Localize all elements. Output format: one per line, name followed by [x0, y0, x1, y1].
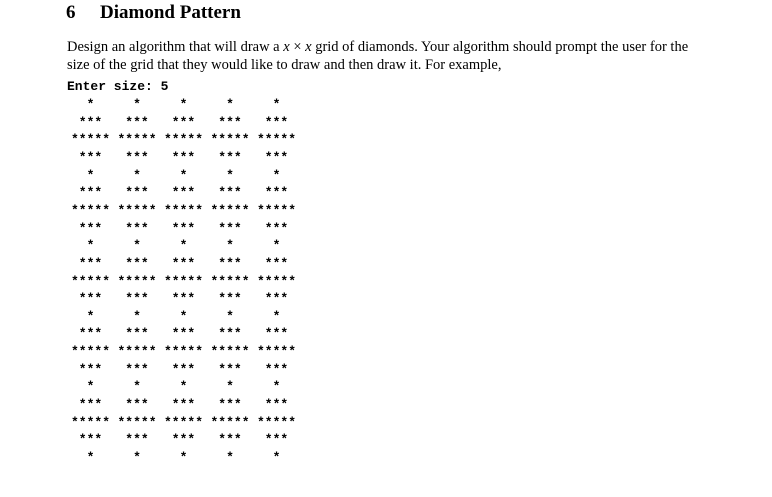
diamond-segment: *: [226, 379, 234, 395]
diamond-segment: ***: [218, 255, 242, 271]
diamond-segment: *: [226, 238, 234, 254]
problem-description: [67, 38, 707, 74]
diamond-segment: ***: [264, 185, 289, 201]
diamond-segment: ***: [171, 185, 196, 201]
diamond-segment: ***: [218, 220, 242, 236]
diamond-segment: ***: [171, 149, 196, 165]
pattern-row: [67, 326, 307, 342]
diamond-segment: ***: [78, 361, 103, 377]
diamond-segment: *: [86, 450, 95, 465]
diamond-segment: *****: [70, 132, 110, 148]
diamond-segment: ***: [264, 432, 289, 448]
diamond-segment: ***: [218, 432, 242, 448]
diamond-segment: *****: [210, 344, 250, 360]
diamond-segment: ***: [78, 291, 103, 307]
diamond-segment: ***: [78, 326, 103, 342]
diamond-segment: *: [133, 167, 141, 183]
pattern-row: [67, 97, 307, 113]
diamond-segment: *: [133, 97, 141, 112]
diamond-segment: *****: [163, 132, 203, 148]
diamond-segment: ***: [125, 432, 149, 448]
diamond-segment: *****: [117, 273, 157, 289]
diamond-segment: *: [226, 167, 234, 183]
pattern-row: [67, 309, 307, 325]
diamond-segment: *: [179, 167, 188, 183]
pattern-row: [67, 432, 307, 448]
diamond-segment: *: [86, 238, 95, 254]
diamond-segment: ***: [125, 255, 149, 271]
example-prompt: Enter size: 5: [67, 79, 169, 94]
diamond-segment: *: [226, 97, 234, 112]
diamond-segment: ***: [218, 291, 242, 307]
diamond-segment: ***: [264, 220, 289, 236]
diamond-segment: *****: [210, 273, 250, 289]
diamond-segment: ***: [218, 397, 242, 413]
diamond-segment: ***: [171, 397, 196, 413]
diamond-segment: ***: [171, 255, 196, 271]
diamond-segment: ***: [78, 397, 103, 413]
diamond-segment: ***: [218, 149, 242, 165]
diamond-segment: *: [133, 379, 141, 395]
diamond-segment: *: [272, 97, 281, 112]
diamond-segment: *: [272, 238, 281, 254]
diamond-segment: *: [272, 379, 281, 395]
diamond-segment: *****: [256, 273, 296, 289]
pattern-row: [67, 450, 307, 466]
diamond-pattern-output: [67, 97, 307, 477]
diamond-segment: ***: [264, 397, 289, 413]
diamond-segment: ***: [218, 114, 242, 130]
pattern-row: [67, 291, 307, 307]
math-variable-x: x: [305, 39, 312, 55]
pattern-row: [67, 238, 307, 254]
description-part-1: Design an algorithm that will draw a: [67, 39, 284, 55]
diamond-segment: *: [179, 97, 188, 112]
diamond-segment: *: [86, 97, 95, 112]
math-variable-x: x: [283, 39, 290, 55]
diamond-segment: ***: [78, 185, 103, 201]
diamond-segment: ***: [218, 361, 242, 377]
diamond-segment: ***: [264, 114, 289, 130]
diamond-segment: *****: [256, 202, 296, 218]
pattern-row: [67, 221, 307, 237]
diamond-segment: *: [179, 450, 188, 465]
diamond-segment: *: [272, 167, 281, 183]
section-heading: [66, 2, 241, 24]
pattern-row: [67, 150, 307, 166]
pattern-row: [67, 256, 307, 272]
pattern-row: [67, 379, 307, 395]
diamond-segment: ***: [125, 361, 149, 377]
diamond-segment: *: [86, 308, 95, 324]
diamond-segment: *****: [210, 132, 250, 148]
diamond-segment: *****: [256, 132, 296, 148]
diamond-segment: *: [179, 308, 188, 324]
pattern-row: [67, 397, 307, 413]
diamond-segment: ***: [264, 361, 289, 377]
diamond-segment: ***: [171, 432, 196, 448]
times-symbol: ×: [289, 39, 306, 55]
diamond-segment: ***: [125, 114, 149, 130]
section-title: Diamond Pattern: [100, 2, 241, 23]
pattern-row: [67, 344, 307, 360]
diamond-segment: ***: [171, 220, 196, 236]
diamond-segment: *: [86, 167, 95, 183]
diamond-segment: *****: [70, 273, 110, 289]
diamond-segment: ***: [264, 255, 289, 271]
diamond-segment: ***: [78, 220, 103, 236]
pattern-row: [67, 132, 307, 148]
diamond-segment: *: [272, 450, 281, 465]
diamond-segment: ***: [264, 326, 289, 342]
diamond-segment: ***: [125, 397, 149, 413]
diamond-segment: ***: [171, 291, 196, 307]
diamond-segment: ***: [125, 326, 149, 342]
diamond-segment: ***: [125, 291, 149, 307]
pattern-row: [67, 203, 307, 219]
diamond-segment: ***: [125, 185, 149, 201]
diamond-segment: *****: [70, 414, 110, 430]
diamond-segment: ***: [218, 326, 242, 342]
diamond-segment: *: [226, 308, 234, 324]
pattern-row: [67, 415, 307, 431]
diamond-segment: *****: [70, 202, 110, 218]
diamond-segment: *****: [117, 202, 157, 218]
diamond-segment: *: [133, 450, 141, 465]
diamond-segment: *: [272, 308, 281, 324]
diamond-segment: ***: [125, 220, 149, 236]
diamond-segment: ***: [78, 149, 103, 165]
pattern-row: [67, 274, 307, 290]
diamond-segment: ***: [171, 326, 196, 342]
diamond-segment: *****: [117, 414, 157, 430]
pattern-row: [67, 168, 307, 184]
diamond-segment: *: [133, 308, 141, 324]
diamond-segment: *****: [210, 414, 250, 430]
section-number: 6: [66, 2, 76, 23]
diamond-segment: ***: [218, 185, 242, 201]
pattern-row: [67, 185, 307, 201]
diamond-segment: *****: [256, 414, 296, 430]
diamond-segment: *: [179, 238, 188, 254]
diamond-segment: ***: [78, 432, 103, 448]
diamond-segment: *****: [70, 344, 110, 360]
diamond-segment: ***: [264, 149, 289, 165]
diamond-segment: ***: [78, 255, 103, 271]
diamond-segment: ***: [264, 291, 289, 307]
diamond-segment: ***: [171, 114, 196, 130]
diamond-segment: *****: [117, 344, 157, 360]
diamond-segment: *: [179, 379, 188, 395]
pattern-row: [67, 362, 307, 378]
diamond-segment: ***: [171, 361, 196, 377]
diamond-segment: ***: [78, 114, 103, 130]
diamond-segment: *: [133, 238, 141, 254]
diamond-segment: *****: [163, 273, 203, 289]
diamond-segment: *****: [163, 202, 203, 218]
description-part-2: grid of diamonds. Your algorithm should prompt the user for the size of the grid that they would like to draw and then draw it. For example,: [67, 39, 689, 73]
diamond-segment: *****: [256, 344, 296, 360]
diamond-segment: *: [226, 450, 234, 465]
diamond-segment: *****: [163, 344, 203, 360]
pattern-row: [67, 115, 307, 131]
diamond-segment: *****: [210, 202, 250, 218]
diamond-segment: *****: [163, 414, 203, 430]
diamond-segment: ***: [125, 149, 149, 165]
diamond-segment: *: [86, 379, 95, 395]
diamond-segment: *****: [117, 132, 157, 148]
